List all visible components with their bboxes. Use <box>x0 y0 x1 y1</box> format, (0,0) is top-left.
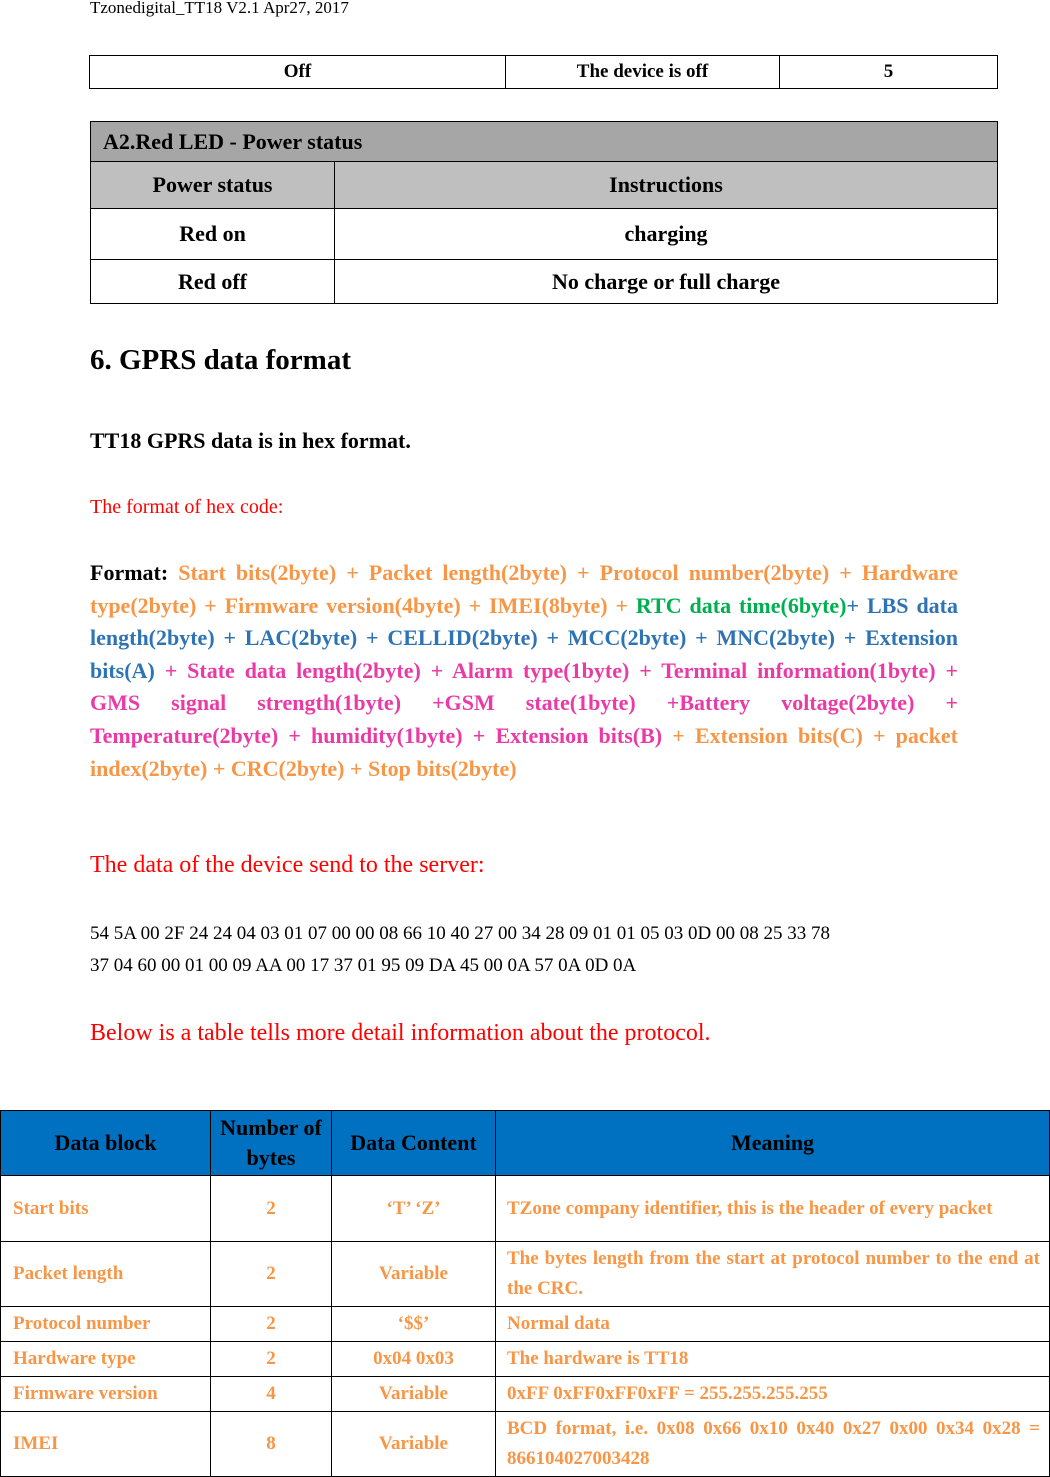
table-row <box>1 1242 1050 1307</box>
running-header: Tzonedigital_TT18 V2.1 Apr27, 2017 <box>90 0 349 17</box>
table-cell: charging <box>335 209 998 260</box>
block-cell: Protocol number <box>1 1307 211 1342</box>
meaning-cell: The hardware is TT18 <box>496 1342 1050 1377</box>
format-subtitle: The format of hex code: <box>90 496 284 518</box>
table-cell: Red on <box>91 209 335 260</box>
table-header-row <box>91 162 998 209</box>
meaning-cell: Normal data <box>496 1307 1050 1342</box>
meaning-cell: 0xFF 0xFF0xFF0xFF = 255.255.255.255 <box>496 1377 1050 1412</box>
meaning-cell: The bytes length from the start at protocol number to the end at the CRC. <box>496 1242 1050 1307</box>
table-row <box>1 1412 1050 1477</box>
table-cell: Red off <box>91 260 335 304</box>
bytes-cell: 4 <box>211 1377 332 1412</box>
meaning-cell: BCD format, i.e. 0x08 0x66 0x10 0x40 0x27 0x00 0x34 0x28 = 866104027003428 <box>496 1412 1050 1477</box>
format-part-orange-end: + Extension bits(C) + packet index(2byte) + CRC(2byte) + Stop bits(2byte) <box>90 722 958 781</box>
block-cell: Hardware type <box>1 1342 211 1377</box>
protocol-table <box>0 1110 1050 1477</box>
table-cell: No charge or full charge <box>335 260 998 304</box>
column-header: Meaning <box>496 1111 1050 1176</box>
format-part-orange: Start bits(2byte) + Packet length(2byte) + Protocol number(2byte) + Hardware type(2byte) + Firmware version(4byte) + IMEI(8byte) + <box>90 560 958 618</box>
column-header: Number of bytes <box>211 1111 332 1176</box>
table-header-row <box>1 1111 1050 1176</box>
format-part-green: RTC data time(6byte) <box>635 592 847 618</box>
device-send-title: The data of the device send to the server: <box>90 852 485 878</box>
content-cell: ‘T’ ‘Z’ <box>332 1176 496 1242</box>
column-header: Instructions <box>335 162 998 209</box>
status-cell: Off <box>90 56 506 89</box>
table-row <box>1 1307 1050 1342</box>
block-cell: Packet length <box>1 1242 211 1307</box>
bytes-cell: 8 <box>211 1412 332 1477</box>
section-title: 6. GPRS data format <box>90 344 351 376</box>
column-header: Data Content <box>332 1111 496 1176</box>
bytes-cell: 2 <box>211 1307 332 1342</box>
table-row <box>1 1342 1050 1377</box>
format-part-blue: + LBS data length(2byte) + LAC(2byte) + CELLID(2byte) + MCC(2byte) + MNC(2byte) + Extension bits(A) <box>90 592 959 683</box>
value-cell: 5 <box>780 56 998 89</box>
block-cell: Firmware version <box>1 1377 211 1412</box>
block-cell: IMEI <box>1 1412 211 1477</box>
format-label: Format: <box>90 560 179 585</box>
format-paragraph <box>90 557 958 785</box>
meaning-cell: The device is off <box>506 56 780 89</box>
content-cell: 0x04 0x03 <box>332 1342 496 1377</box>
column-header: Power status <box>91 162 335 209</box>
column-header: Data block <box>1 1111 211 1176</box>
table-caption: A2.Red LED - Power status <box>91 122 998 162</box>
bytes-cell: 2 <box>211 1242 332 1307</box>
table-intro-note: Below is a table tells more detail information about the protocol. <box>90 1020 711 1046</box>
table-row <box>91 209 998 260</box>
table-row <box>91 260 998 304</box>
status-off-table <box>89 55 998 89</box>
bytes-cell: 2 <box>211 1342 332 1377</box>
intro-text: TT18 GPRS data is in hex format. <box>90 428 411 453</box>
table-row <box>90 56 998 89</box>
content-cell: Variable <box>332 1412 496 1477</box>
bytes-cell: 2 <box>211 1176 332 1242</box>
hex-data-block <box>90 918 970 982</box>
content-cell: Variable <box>332 1242 496 1307</box>
red-led-power-status-table <box>90 121 998 304</box>
hex-line: 54 5A 00 2F 24 24 04 03 01 07 00 00 08 66 10 40 27 00 34 28 09 01 01 05 03 0D 00 08 25 33 78 <box>90 923 830 944</box>
block-cell: Start bits <box>1 1176 211 1242</box>
content-cell: ‘$$’ <box>332 1307 496 1342</box>
format-part-pink: + State data length(2byte) + Alarm type(1byte) + Terminal information(1byte) + GMS signal strength(1byte) +GSM state(1byte) +Battery voltage(2byte) + Temperature(2byte) + humidity(1byte) + Extension bits(B) <box>90 657 958 748</box>
meaning-cell: TZone company identifier, this is the header of every packet <box>496 1176 1050 1242</box>
table-row <box>1 1377 1050 1412</box>
hex-line: 37 04 60 00 01 00 09 AA 00 17 37 01 95 09 DA 45 00 0A 57 0A 0D 0A <box>90 955 637 976</box>
content-cell: Variable <box>332 1377 496 1412</box>
table-row <box>1 1176 1050 1242</box>
